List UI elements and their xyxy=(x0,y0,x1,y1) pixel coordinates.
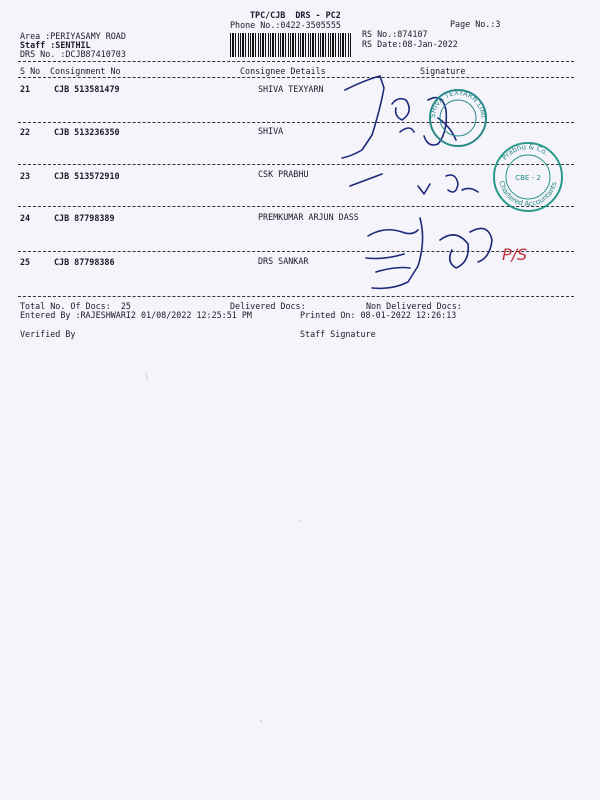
col-signature: Signature xyxy=(420,66,466,76)
printed-on: Printed On: 08-01-2022 12:26:13 xyxy=(300,310,457,320)
report-title: TPC/CJB DRS - PC2 xyxy=(250,10,341,20)
row-consignee: SHIVA xyxy=(258,126,284,136)
rs-date: RS Date:08-Jan-2022 xyxy=(362,39,458,49)
row-sno: 25 xyxy=(20,257,31,267)
row-sno: 23 xyxy=(20,171,31,181)
area-label: Area :PERIYASAMY ROAD xyxy=(20,31,126,41)
col-consignee: Consignee Details xyxy=(240,66,326,76)
phone-number: Phone No.:0422-3505555 xyxy=(230,20,341,30)
ps-mark: P/S xyxy=(502,245,528,264)
row-consignment: CJB 87798389 xyxy=(54,213,115,223)
col-consignment: Consignment No xyxy=(50,66,121,76)
row-consignee: DRS SANKAR xyxy=(258,256,309,266)
drs-number: DRS No. :DCJB87410703 xyxy=(20,49,126,59)
staff-signature: Staff Signature xyxy=(300,329,376,339)
verified-by: Verified By xyxy=(20,329,76,339)
row-consignment: CJB 513236350 xyxy=(54,127,120,137)
row-consignee: PREMKUMAR ARJUN DASS xyxy=(258,212,359,222)
row-sno: 24 xyxy=(20,213,31,223)
staff-label: Staff :SENTHIL xyxy=(20,40,91,50)
delivered-docs: Delivered Docs: xyxy=(230,301,306,311)
handwritten-signature xyxy=(366,218,492,288)
row-consignee: CSK PRABHU xyxy=(258,169,309,179)
stamp-city: CBE - 2 xyxy=(515,174,541,182)
stamp-text: SHIVA TEXYARN LIMITED xyxy=(428,88,488,120)
handwritten-signature xyxy=(342,76,456,158)
total-docs: Total No. Of Docs: 25 xyxy=(20,301,131,311)
handwritten-signature xyxy=(350,174,478,194)
row-sno: 21 xyxy=(20,84,31,94)
entered-by: Entered By :RAJESHWARI2 01/08/2022 12:25:51 PM xyxy=(20,310,252,320)
rs-number: RS No.:874107 xyxy=(362,29,428,39)
non-delivered-docs: Non Delivered Docs: xyxy=(366,301,462,311)
row-consignment: CJB 513581479 xyxy=(54,84,120,94)
stamp-name: Prabhu & Co. xyxy=(500,142,550,162)
row-sno: 22 xyxy=(20,127,31,137)
col-sno: S No xyxy=(20,66,41,76)
page-number: Page No.:3 xyxy=(450,19,501,29)
accountant-stamp xyxy=(494,143,562,211)
row-consignment: CJB 87798386 xyxy=(54,257,115,267)
row-consignment: CJB 513572910 xyxy=(54,171,120,181)
stamp-subtitle: Chartered Accountants xyxy=(497,180,559,209)
row-consignee: SHIVA TEXYARN xyxy=(258,84,324,94)
